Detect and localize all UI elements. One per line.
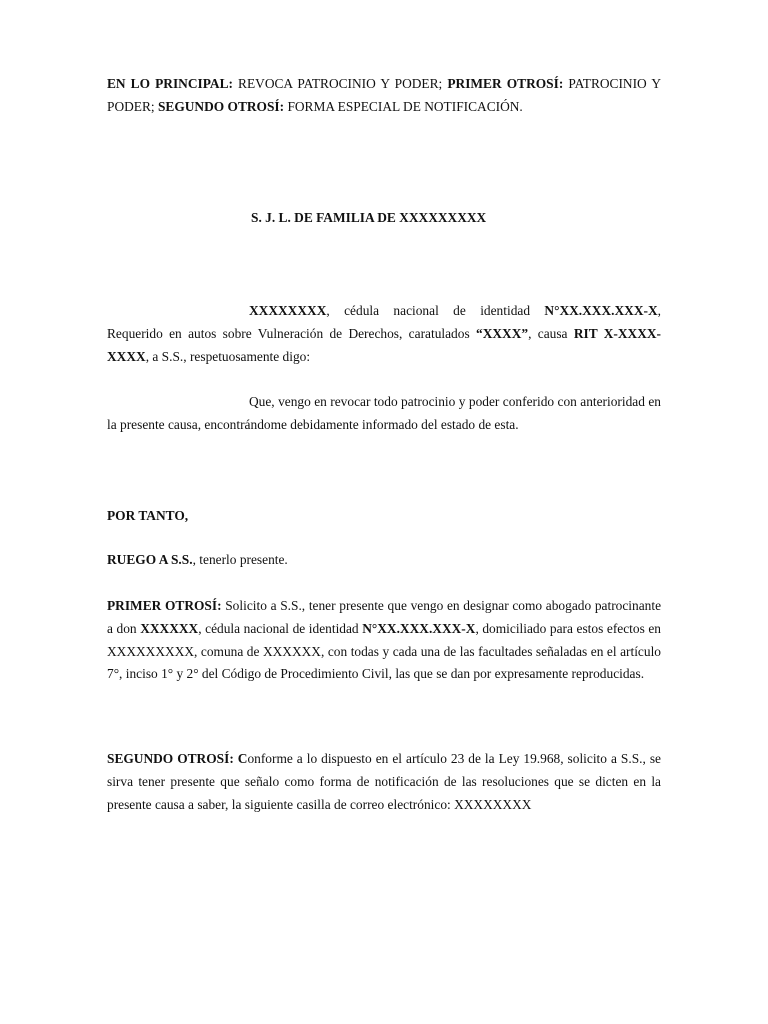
segundo-otrosi-text: onforme a lo dispuesto en el artículo 23 de la Ley 19.968, solicito a S.S., se sirva tener presente que señalo como forma de notificación de las resoluciones que se dicten en la presente causa a saber, la siguiente casilla de correo electrónico: XXXXXXXX xyxy=(107,751,661,812)
principal-text: REVOCA PATROCINIO Y PODER; xyxy=(232,76,448,91)
por-tanto-line xyxy=(107,505,661,528)
ruego-paragraph xyxy=(107,549,661,572)
primer-otrosi-label: PRIMER OTROSÍ: xyxy=(447,76,564,91)
primer-otrosi-paragraph xyxy=(107,595,661,686)
primer-otrosi-text: PATROCINIO Y PODER; xyxy=(107,76,661,114)
sumilla-paragraph xyxy=(107,73,661,119)
primer-otrosi-heading: PRIMER OTROSÍ: xyxy=(107,598,222,613)
tribunal-heading: S. J. L. DE FAMILIA DE XXXXXXXXX xyxy=(251,210,487,225)
por-tanto xyxy=(107,505,661,528)
sumilla xyxy=(107,73,661,119)
rit-number: RIT X-XXXX-XXXX xyxy=(107,325,661,364)
comparecencia-text-3: , causa xyxy=(528,325,574,341)
segundo-otrosi-colon: : C xyxy=(229,751,248,766)
caratula: “XXXX” xyxy=(476,325,529,341)
segundo-otrosi-paragraph xyxy=(107,748,661,816)
abogado-name: XXXXXX xyxy=(140,620,199,636)
compareciente-name: XXXXXXXX xyxy=(249,303,327,318)
segundo-otrosi-text: FORMA ESPECIAL DE NOTIFICACIÓN. xyxy=(284,98,523,114)
primer-otrosi-text-2: , cédula nacional de identidad xyxy=(198,620,363,636)
por-tanto-label: POR TANTO, xyxy=(107,508,189,523)
segundo-otrosi xyxy=(107,748,661,816)
comparecencia-paragraph xyxy=(107,300,661,368)
primer-otrosi-text-3: , domiciliado para estos efectos en XXXXXXXXX, comuna de XXXXXX, con todas y cada una de las facultades señaladas en el artículo 7°, inciso 1° y 2° del Código de Procedimiento Civil, las que se dan por expresamente reproducidas. xyxy=(107,620,661,682)
primer-otrosi-text-1: Solicito a S.S., tener presente que vengo en designar como abogado patrocinante a don xyxy=(107,598,662,636)
principal-label: EN LO PRINCIPAL: xyxy=(107,76,233,91)
segundo-otrosi-heading: SEGUNDO OTROSÍ xyxy=(107,751,230,766)
primer-otrosi xyxy=(107,595,661,686)
comparecencia-text-2: , Requerido en autos sobre Vulneración de Derechos, caratulados xyxy=(107,303,661,341)
comparecencia xyxy=(107,300,661,368)
ruego-label: RUEGO A S.S. xyxy=(107,552,193,567)
ruego xyxy=(107,549,661,572)
solicitud xyxy=(107,391,661,437)
comparecencia-text-4: , a S.S., respetuosamente digo: xyxy=(145,348,311,364)
segundo-otrosi-label: SEGUNDO OTROSÍ: xyxy=(157,98,285,114)
ruego-text: , tenerlo presente. xyxy=(192,552,288,567)
abogado-rut: N°XX.XXX.XXX-X xyxy=(362,620,476,636)
comparecencia-text-1: , cédula nacional de identidad xyxy=(326,303,545,318)
solicitud-paragraph: Que, vengo en revocar todo patrocinio y poder conferido con anterioridad en la presente causa, encontrándome debidamente informado del estado de esta. xyxy=(107,394,661,432)
compareciente-rut: N°XX.XXX.XXX-X xyxy=(544,303,658,318)
